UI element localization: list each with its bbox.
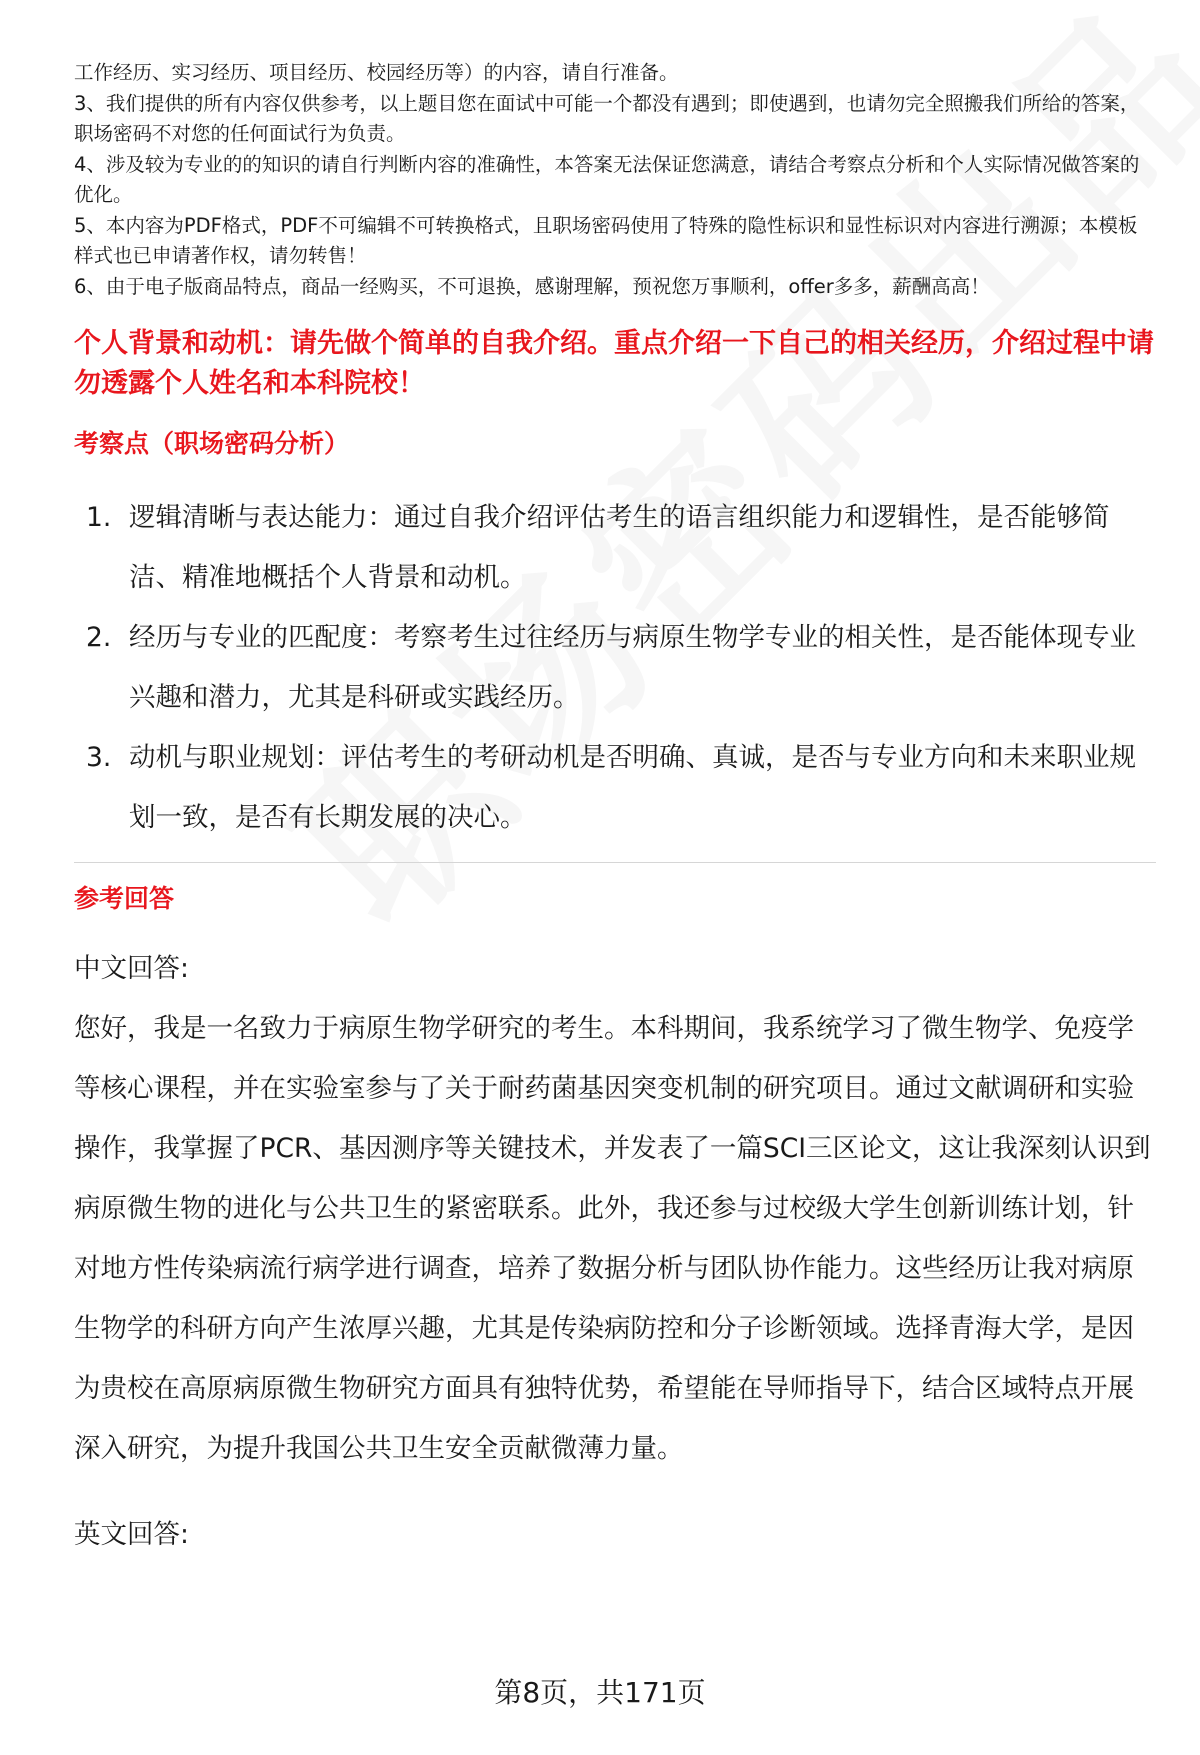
list-item — [74, 728, 1154, 848]
chinese-answer-text: 您好，我是一名致力于病原生物学研究的考生。本科期间，我系统学习了微生物学、免疫学等核心课程，并在实验室参与了关于耐药菌基因突变机制的研究项目。通过文献调研和实验操作，我掌握了PCR、基因测序等关键技术，并发表了一篇SCI三区论文，这让我深刻认识到病原微生物的进化与公共卫生的紧密联系。此外，我还参与过校级大学生创新训练计划，针对地方性传染病流行病学进行调查，培养了数据分析与团队协作能力。这些经历让我对病原生物学的科研方向产生浓厚兴趣，尤其是传染病防控和分子诊断领域。选择青海大学，是因为贵校在高原病原微生物研究方面具有独特优势，希望能在导师指导下，结合区域特点开展深入研究，为提升我国公共卫生安全贡献微薄力量。 — [74, 1013, 1151, 1464]
list-number: 1. — [86, 502, 112, 533]
notes-block — [74, 58, 1154, 302]
list-item-text: 经历与专业的匹配度：考察考生过往经历与病原生物学专业的相关性，是否能体现专业兴趣和潜力，尤其是科研或实践经历。 — [129, 622, 1136, 713]
list-item-text: 逻辑清晰与表达能力：通过自我介绍评估考生的语言组织能力和逻辑性，是否能够简洁、精准地概括个人背景和动机。 — [129, 502, 1110, 593]
note-line: 工作经历、实习经历、项目经历、校园经历等）的内容，请自行准备。 — [74, 61, 679, 84]
list-number: 3. — [86, 742, 112, 773]
analysis-heading: 考察点（职场密码分析） — [74, 429, 350, 458]
note-line: 5、本内容为PDF格式，PDF不可编辑不可转换格式，且职场密码使用了特殊的隐性标识和显性标识对内容进行溯源；本模板样式也已申请著作权，请勿转售！ — [74, 213, 1138, 267]
section-divider — [74, 862, 1156, 863]
list-item — [74, 608, 1154, 728]
question-heading: 个人背景和动机：请先做个简单的自我介绍。重点介绍一下自己的相关经历，介绍过程中请勿透露个人姓名和本科院校！ — [74, 328, 1154, 399]
chinese-answer-label: 中文回答: — [74, 953, 189, 984]
english-answer-label: 英文回答: — [74, 1519, 189, 1550]
answer-heading: 参考回答 — [74, 884, 175, 913]
note-line: 3、我们提供的所有内容仅供参考，以上题目您在面试中可能一个都没有遇到；即使遇到，也请勿完全照搬我们所给的答案，职场密码不对您的任何面试行为负责。 — [74, 91, 1140, 145]
list-number: 2. — [86, 622, 112, 653]
analysis-points — [74, 488, 1154, 848]
page-content — [74, 58, 1154, 1565]
note-line: 6、由于电子版商品特点，商品一经购买，不可退换，感谢理解，预祝您万事顺利，offer多多，薪酬高高！ — [74, 274, 990, 298]
note-line: 4、涉及较为专业的的知识的请自行判断内容的准确性，本答案无法保证您满意，请结合考察点分析和个人实际情况做答案的优化。 — [74, 152, 1140, 206]
list-item — [74, 488, 1154, 608]
list-item-text: 动机与职业规划：评估考生的考研动机是否明确、真诚，是否与专业方向和未来职业规划一致，是否有长期发展的决心。 — [129, 742, 1136, 833]
page-footer: 第8页，共171页 — [494, 1676, 706, 1709]
